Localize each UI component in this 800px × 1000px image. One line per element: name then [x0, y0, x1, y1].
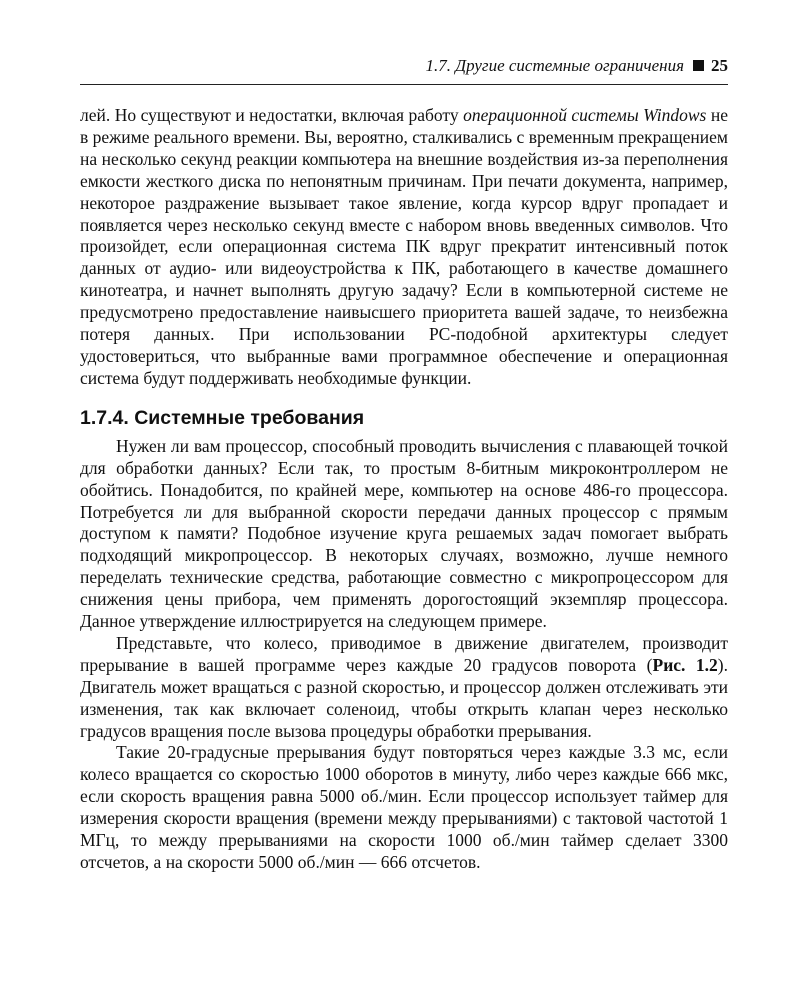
paragraph-text: не в режиме реального времени. Вы, вероятно, сталкивались с временным прекращением на несколько секунд реакции компьютера на внешние воздействия из-за переполнения емкости жесткого диска по непонятным причинам. При печати документа, например, некоторое раздражение вызывает такое явление, когда курсор вдруг пропадает и появляется через несколько секунд вместе с набором вновь введенных символов. Что произойдет, если операционная система ПК вдруг прекратит интенсивный поток данных от аудио- или видеоустройства к ПК, работающего в качестве домашнего кинотеатра, и начнет выполнять другую задачу? Если в компьютерной системе не предусмотрено предоставление наивысшего приоритета вашей задаче, то неизбежна потеря данных. При использовании PC-подобной архитектуры следует удостовериться, что выбранные вами программное обеспечение и операционная система будут поддерживать необходимые функции.: [80, 105, 728, 388]
paragraph-continued: [80, 105, 728, 390]
paragraph: [80, 633, 728, 743]
section-heading: 1.7.4. Системные требования: [80, 406, 365, 429]
paragraph-text: лей. Но существуют и недостатки, включая работу: [80, 105, 464, 125]
body-text: [80, 105, 728, 874]
square-bullet-icon: [693, 60, 704, 71]
emphasis-text: операционной системы Windows: [463, 105, 707, 125]
chapter-title: 1.7. Другие системные ограничения: [425, 56, 684, 75]
page-number: 25: [711, 56, 728, 75]
paragraph: Такие 20-градусные прерывания будут повторяться через каждые 3.3 мс, если колесо вращается со скоростью 1000 оборотов в минуту, либо через каждые 666 мкс, если скорость вращения равна 5000 об./мин. Если процессор использует таймер для измерения скорости вращения (времени между прерываниями) с тактовой частотой 1 МГц, то между прерываниями на скорости 1000 об./мин таймер сделает 3300 отсчетов, а на скорости 5000 об./мин — 666 отсчетов.: [80, 742, 728, 872]
header-rule: [80, 84, 728, 85]
paragraph-text: Представьте, что колесо, приводимое в движение двигателем, производит прерывание в вашей программе через каждые 20 градусов поворота (: [80, 632, 728, 675]
paragraph: Нужен ли вам процессор, способный проводить вычисления с плавающей точкой для обработки данных? Если так, то простым 8-битным микроконтроллером не обойтись. Понадобится, по крайней мере, компьютер на основе 486-го процессора. Потребуется ли для выбранной скорости передачи данных процессор с прямым доступом к памяти? Подобное изучение круга решаемых задач помогает выбрать подходящий микропроцессор. В некоторых случаях, возможно, лучше немного переделать технические средства, работающие совместно с микропроцессором для снижения цены прибора, чем применять дорогостоящий экземпляр процессора. Данное утверждение иллюстрируется на следующем примере.: [80, 435, 728, 632]
running-header: [80, 56, 728, 76]
paragraph-text: ). Двигатель может вращаться с разной скоростью, и процессор должен отслеживать эти изменения, так как включает соленоид, чтобы открыть клапан через несколько градусов вращения после вызова процедуры обработки прерывания.: [80, 654, 728, 741]
figure-reference: Рис. 1.2: [652, 654, 718, 675]
